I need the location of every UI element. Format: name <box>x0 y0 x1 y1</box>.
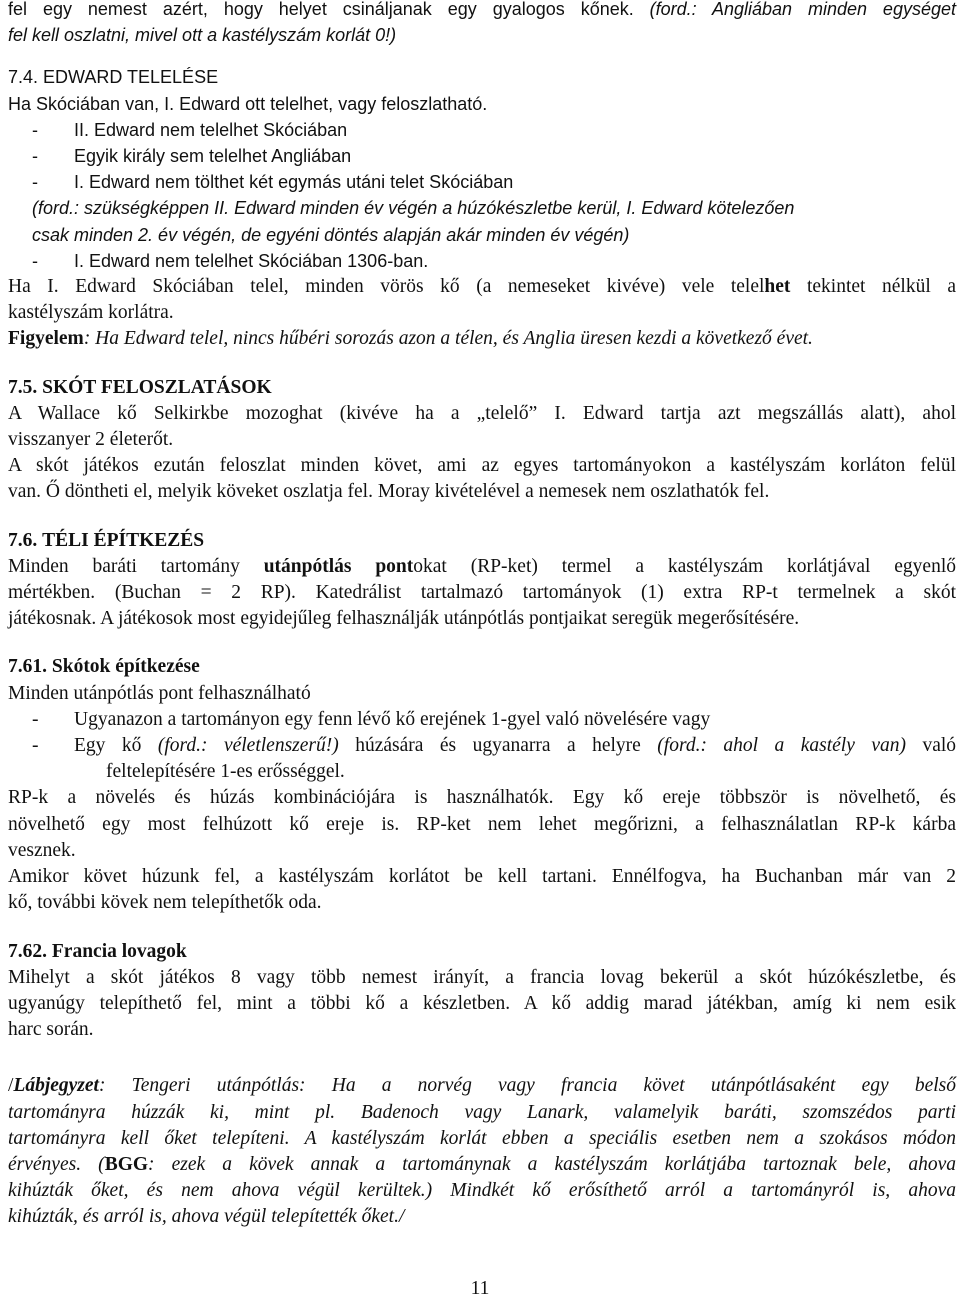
s74-paragraph-1 <box>8 274 956 300</box>
s761-bullet-2-cont: feltelepítésére 1-es erősséggel. <box>106 761 345 783</box>
section-heading-7-5 <box>8 375 956 401</box>
section-heading-7-62 <box>8 939 956 965</box>
section-title: Skótok építkezése <box>51 656 200 678</box>
s74-note-1 <box>8 195 956 221</box>
bullet-text: I. Edward nem telelhet Skóciában 1306-ban. <box>74 250 429 271</box>
section-number: 7.62. <box>8 940 47 962</box>
section-number: 7.61. <box>8 656 47 678</box>
translator-note-cont: fel kell oszlatni, mivel ott a kastélyszám korlát 0!) <box>8 25 397 46</box>
spacer <box>8 506 956 528</box>
para-text: tekintet nélkül a <box>790 276 956 298</box>
para-text: okat (RP-ket) termel a kastélyszám korlátjával egyenlő <box>413 555 957 577</box>
s74-note-2 <box>8 222 956 248</box>
para-text: Ha I. Edward Skóciában telel, minden vörös kő (a nemeseket kivéve) vele telel <box>8 276 765 298</box>
bullet-text: Ugyanazon a tartományon egy fenn lévő kő erejének 1-gyel való növelésére vagy <box>74 708 711 730</box>
section-title: SKÓT FELOSZLATÁSOK <box>42 376 272 398</box>
s76-line-1 <box>8 554 956 580</box>
footnote-slash: / <box>8 1075 14 1097</box>
footnote-line-6 <box>8 1204 956 1230</box>
section-heading-7-61 <box>8 654 956 680</box>
footnote-text: érvényes. ( <box>8 1153 105 1175</box>
spacer <box>8 917 956 939</box>
para-bold: utánpótlás pont <box>263 555 414 577</box>
section-number: 7.6. <box>8 529 38 551</box>
spacer <box>8 632 956 654</box>
s761-bullet-2: - Egy kő (ford.: véletlenszerű!) húzására és ugyanarra a helyre (ford.: ahol a kastély van) való <box>32 735 957 757</box>
s761-para-2: növelhető egy most felhúzott kő ereje is. RP-ket nem lehet megőrizni, a felhasználatlan RP-k kárba <box>8 813 956 835</box>
section-title: Francia lovagok <box>51 940 187 962</box>
s761-intro: Minden utánpótlás pont felhasználható <box>8 682 311 704</box>
bullet-text: I. Edward nem tölthet két egymás utáni telet Skóciában <box>74 172 514 193</box>
s762-line-1: Mihelyt a skót játékos 8 vagy több nemest irányít, a francia lovag bekerül a skót húzókészletbe, és <box>8 966 956 988</box>
footnote-line-1 <box>8 1073 956 1099</box>
footnote-line-4 <box>8 1152 956 1178</box>
continuation-text: fel egy nemest azért, hogy helyet csináljanak egy gyalogos kőnek. <box>8 0 634 19</box>
note-text: (ford.: ahol a kastély van) <box>657 735 906 757</box>
s762-line-3: harc során. <box>8 1019 94 1041</box>
footnote-line-3 <box>8 1126 956 1152</box>
document-page <box>8 0 956 1231</box>
section-title: TÉLI ÉPÍTKEZÉS <box>42 529 205 551</box>
footnote-text: kihúzták, és arról is, ahova végül telepítették őket./ <box>8 1206 405 1228</box>
spacer <box>8 1043 956 1073</box>
s75-line-2: visszanyer 2 életerőt. <box>8 429 174 451</box>
s74-bullet-1: - II. Edward nem telelhet Skóciában <box>32 119 348 140</box>
s762-line-2: ugyanúgy telepíthető fel, mint a többi kő a készletben. A kő addig marad játékban, amíg ki nem esik <box>8 992 956 1014</box>
footnote-line-2 <box>8 1100 956 1126</box>
s74-intro: Ha Skóciában van, I. Edward ott telelhet, vagy feloszlatható. <box>8 93 488 114</box>
note-text: (ford.: véletlenszerű!) <box>157 735 339 757</box>
s761-para-1: RP-k a növelés és húzás kombinációjára is használhatók. Egy kő ereje többször is növelhető, és <box>8 787 956 809</box>
footnote-text: tartományra húzzák ki, mint pl. Badenoch vagy Lanark, valamelyik baráti, szomszédos parti <box>8 1101 956 1123</box>
attention-text: : Ha Edward telel, nincs hűbéri sorozás azon a télen, és Anglia üresen kezdi a következő évet. <box>83 328 813 350</box>
s74-bullet-2: - Egyik király sem telelhet Angliában <box>32 146 352 167</box>
footnote-label: Lábjegyzet <box>13 1075 99 1097</box>
s76-line-3: játékosnak. A játékosok most egyidejűleg felhasználják utánpótlás pontjaikat seregük megerősítésére. <box>8 608 800 630</box>
s74-paragraph-2: kastélyszám korlátra. <box>8 302 174 324</box>
continuation-line-1 <box>8 0 956 22</box>
bullet-text: való <box>922 735 957 757</box>
para-text: Minden baráti tartomány <box>8 555 240 577</box>
footnote-text: tartományra kell őket telepíteni. A kastélyszám korlát ebben a speciális esetben nem a szokásos módon <box>8 1127 956 1149</box>
s75-line-4: van. Ő döntheti el, melyik köveket oszlatja fel. Moray kivételével a nemesek nem oszlathatók fel. <box>8 481 770 503</box>
s761-bullet-1: - Ugyanazon a tartományon egy fenn lévő kő erejének 1-gyel való növelésére vagy <box>32 708 711 730</box>
footnote-text: : Tengeri utánpótlás: Ha a norvég vagy francia követ utánpótlásaként egy belső <box>98 1075 956 1097</box>
attention-label: Figyelem <box>8 328 84 350</box>
note-text: (ford.: szükségképpen II. Edward minden év végén a húzókészletbe kerül, I. Edward kötelezően <box>32 198 795 219</box>
s75-line-1: A Wallace kő Selkirkbe mozoghat (kivéve ha a „telelő” I. Edward tartja azt megszállás alatt), ahol <box>8 402 956 424</box>
s74-attention <box>8 326 956 352</box>
s74-bullet-4: - I. Edward nem telelhet Skóciában 1306-ban. <box>32 250 429 271</box>
s761-para-3: vesznek. <box>8 839 76 861</box>
continuation-line-2 <box>8 22 956 48</box>
footnote-bold: BGG <box>104 1153 149 1175</box>
section-heading-7-4: 7.4. EDWARD TELELÉSE <box>8 67 219 88</box>
footnote-text: kihúzták őket, és nem ahova végül kerültek.) Mindkét kő erősíthető arról a tartományról is, ahova <box>8 1180 956 1202</box>
s761-para-4: Amikor követ húzunk fel, a kastélyszám korlátot be kell tartani. Ennélfogva, ha Buchanban már van 2 <box>8 866 956 888</box>
spacer <box>8 48 956 64</box>
s75-line-3: A skót játékos ezután feloszlat minden követ, ami az egyes tartományokon a kastélyszám korláton felül <box>8 455 956 477</box>
spacer <box>8 353 956 375</box>
bullet-text: Egy kő <box>74 735 142 757</box>
bullet-text: Egyik király sem telelhet Angliában <box>74 146 352 167</box>
section-number: 7.5. <box>8 376 38 398</box>
s74-bullet-3: - I. Edward nem tölthet két egymás utáni telet Skóciában <box>32 172 514 193</box>
bullet-text: húzására és ugyanarra a helyre <box>355 735 641 757</box>
page-number: 11 <box>470 1278 490 1299</box>
s761-para-5: kő, további kövek nem telepíthetők oda. <box>8 892 322 914</box>
section-heading-7-6 <box>8 528 956 554</box>
footnote-line-5 <box>8 1178 956 1204</box>
footnote-text: : ezek a kövek annak a tartománynak a kastélyszám korlátjába tartoznak bele, ahova <box>148 1153 956 1175</box>
note-text: csak minden 2. év végén, de egyéni döntés alapján akár minden év végén) <box>32 224 630 245</box>
para-bold: het <box>764 276 791 298</box>
s76-line-2: mértékben. (Buchan = 2 RP). Katedrálist tartalmazó tartományok (1) extra RP-t termelnek a skót <box>8 582 956 604</box>
translator-note: (ford.: Angliában minden egységet <box>649 0 956 19</box>
bullet-text: II. Edward nem telelhet Skóciában <box>74 119 348 140</box>
